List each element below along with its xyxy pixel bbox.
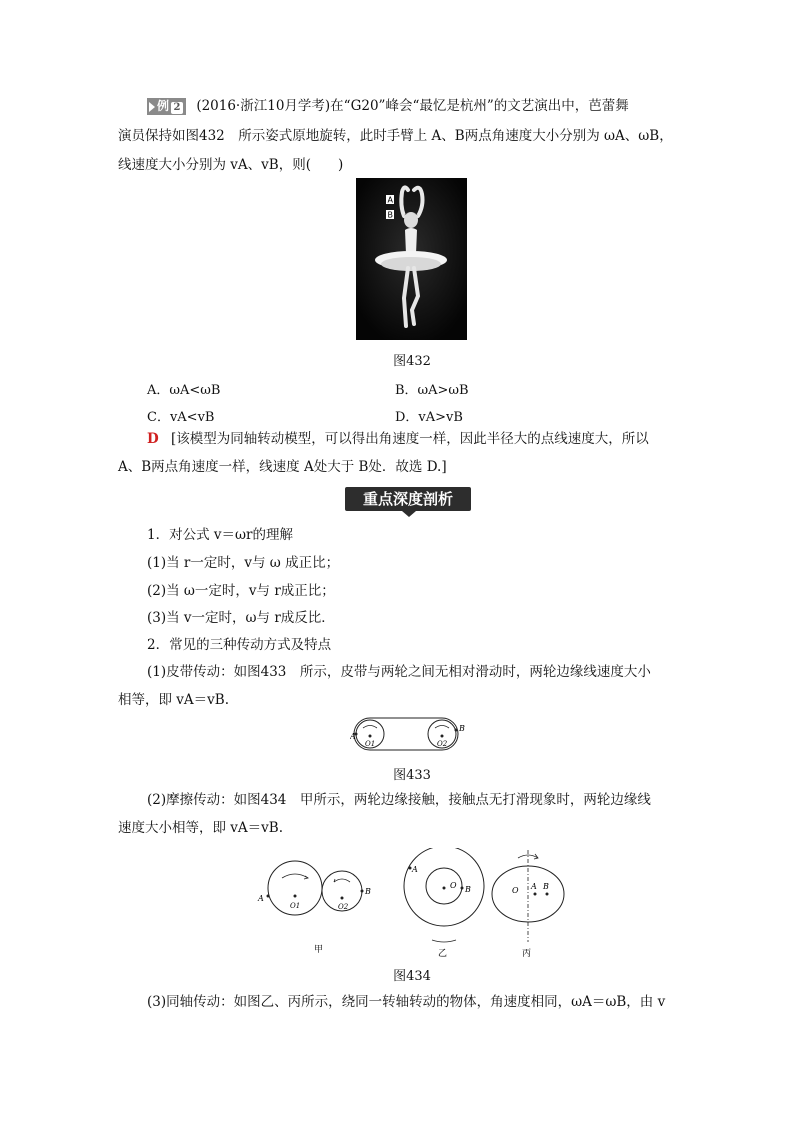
section-p1c: (3)当 v一定时，ω与 r成反比． (147, 610, 335, 626)
coaxial-drive-bing (492, 850, 564, 959)
figure-432-caption: 图432 (393, 354, 431, 369)
answer-line-2: A、B两点角速度一样，线速度 A处大于 B处．故选 D.] (118, 459, 447, 475)
svg-text:O: O (450, 881, 457, 890)
svg-text:A: A (412, 865, 418, 874)
section-banner: 重点深度剖析 (345, 487, 471, 511)
svg-text:B: B (543, 882, 549, 891)
example-line-3: 线速度大小分别为 vA、vB，则( ) (118, 157, 344, 173)
svg-text:甲: 甲 (314, 945, 324, 955)
svg-text:乙: 乙 (438, 949, 448, 959)
svg-text:A: A (258, 894, 264, 903)
belt-label-o2: O2 (437, 740, 448, 748)
belt-drive-diagram (350, 712, 470, 756)
svg-text:O1: O1 (290, 902, 301, 910)
section-p2: 2．常见的三种传动方式及特点 (147, 637, 332, 653)
figure-434-caption: 图434 (393, 969, 431, 984)
coaxial-line-1: (3)同轴传动：如图乙、丙所示，绕同一转轴转动的物体，角速度相同，ωA＝ωB，由 v (147, 994, 666, 1010)
svg-text:B: B (465, 885, 471, 894)
photo-label-a: A (387, 195, 393, 205)
belt-line-1: (1)皮带传动：如图433 所示，皮带与两轮之间无相对滑动时，两轮边缘线速度大小 (147, 664, 651, 680)
ballet-photo (356, 178, 467, 340)
svg-text:A: A (531, 882, 537, 891)
option-c: C．vA<vB (147, 410, 215, 425)
belt-label-b: B (459, 724, 465, 733)
answer-line-1: D [该模型为同轴转动模型，可以得出角速度一样，因此半径大的点线速度大，所以 (147, 431, 649, 447)
section-p1: 1．对公式 v＝ωr的理解 (147, 527, 293, 543)
example-line-2: 演员保持如图432 所示姿式原地旋转，此时手臂上 A、B两点角速度大小分别为 ωA、ωB， (118, 128, 673, 144)
belt-label-a: A (350, 732, 356, 741)
figure-434-diagram (250, 848, 580, 960)
svg-text:O: O (512, 886, 519, 895)
friction-line-2: 速度大小相等，即 vA＝vB. (118, 820, 284, 836)
belt-label-o1: O1 (365, 740, 376, 748)
photo-label-b: B (387, 210, 393, 220)
option-b: B．ωA>ωB (395, 383, 469, 398)
banner-pointer-icon (402, 511, 416, 517)
answer-letter: D (147, 431, 159, 447)
example-tag: 例 2 (147, 98, 186, 115)
section-p1b: (2)当 ω一定时，v与 r成正比； (147, 583, 335, 599)
figure-433-caption: 图433 (393, 768, 431, 783)
svg-text:丙: 丙 (522, 949, 532, 959)
option-d: D．vA>vB (395, 410, 463, 425)
friction-line-1: (2)摩擦传动：如图434 甲所示，两轮边缘接触，接触点无打滑现象时，两轮边缘线 (147, 792, 651, 808)
coaxial-drive-yi (404, 848, 484, 959)
svg-text:O2: O2 (338, 903, 349, 911)
option-a: A．ωA<ωB (147, 383, 221, 398)
section-p1a: (1)当 r一定时，v与 ω 成正比； (147, 555, 340, 571)
example-line-1: 例 2 (2016·浙江10月学考)在“G20”峰会“最忆是杭州”的文艺演出中，芭蕾舞 (147, 97, 629, 115)
svg-text:B: B (365, 887, 371, 896)
belt-line-2: 相等，即 vA＝vB. (118, 692, 230, 708)
friction-drive-jia (257, 861, 371, 955)
